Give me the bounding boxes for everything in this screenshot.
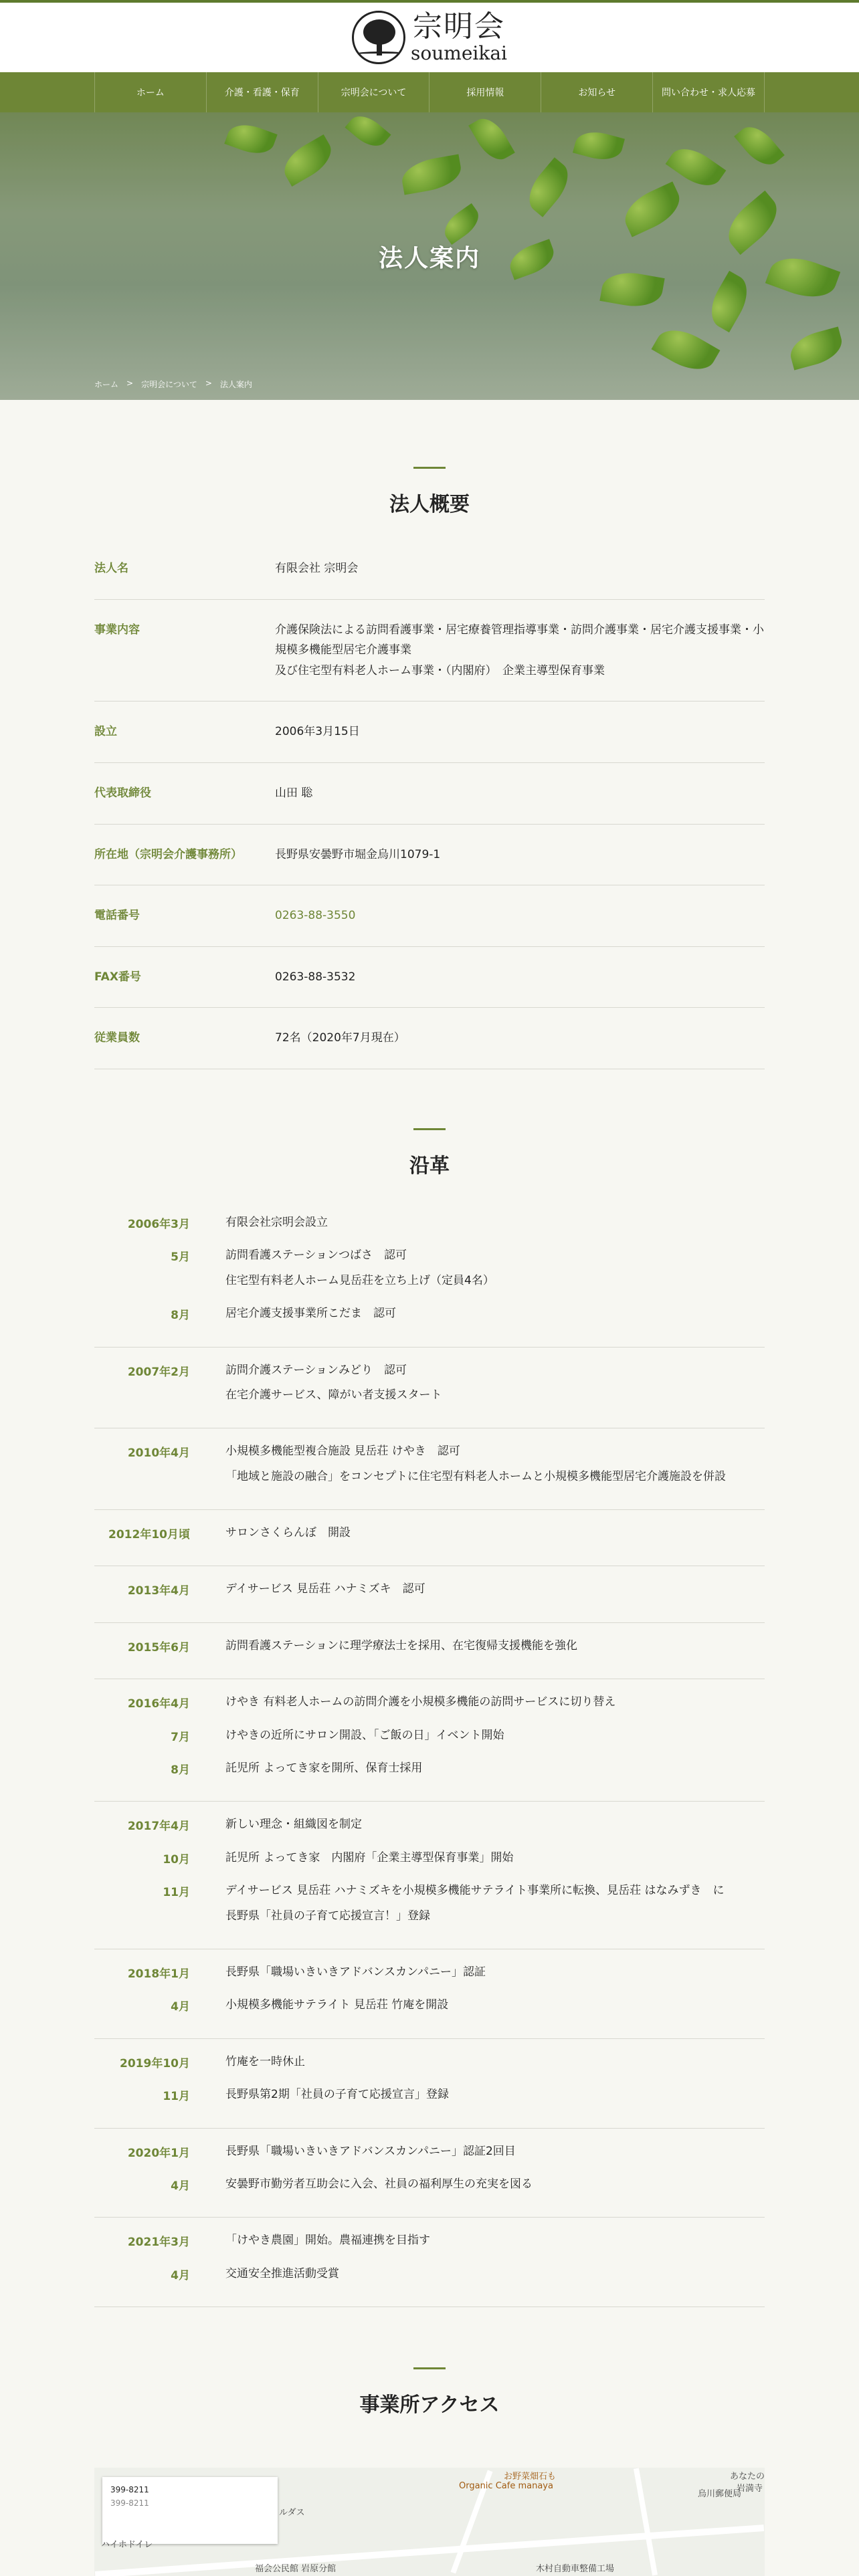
history-text: けやきの近所にサロン開設、「ご飯の日」イベント開始 [225, 1728, 504, 1742]
table-row: FAX番号 0263-88-3532 [94, 947, 765, 1008]
history-date: 2007年2月 [127, 1365, 190, 1379]
phone-link[interactable]: 0263-88-3550 [275, 909, 356, 923]
history-date: 2018年1月 [127, 1967, 190, 1981]
history-date: 8月 [171, 1309, 190, 1323]
history-date: 2020年1月 [127, 2146, 190, 2160]
history-item [94, 2176, 765, 2197]
history-date: 7月 [171, 1730, 190, 1744]
hero-banner [0, 112, 859, 400]
history-date: 2012年10月頃 [108, 1528, 190, 1542]
table-row: 電話番号 0263-88-3550 [94, 885, 765, 947]
history-item [94, 1964, 765, 1985]
history-date: 4月 [171, 2179, 190, 2193]
section-accent-line [413, 2367, 446, 2369]
history-item [94, 1247, 765, 1293]
history-list [94, 1200, 765, 2307]
history-text: デイサービス 見岳荘 ハナミズキを小規模多機能サテライト事業所に転換、見岳荘 はなみずき に 長野県「社員の子育て応援宣言！」登録 [225, 1884, 725, 1923]
history-date: 2019年10月 [120, 2056, 190, 2070]
history-text: 居宅介護支援事業所こだま 認可 [225, 1307, 396, 1321]
history-date: 2017年4月 [127, 1820, 190, 1834]
breadcrumb [94, 379, 252, 390]
history-text: 託児所 よってき家 内閣府「企業主導型保育事業」開始 [225, 1850, 514, 1864]
logo-name-ja: 宗明会 [412, 9, 505, 43]
history-text: 新しい理念・組織図を制定 [225, 1818, 362, 1832]
history-text: 竹庵を一時休止 [225, 2054, 305, 2068]
history-item [94, 1638, 765, 1658]
history-item [94, 1362, 765, 1408]
table-row: 事業内容 介護保険法による訪問看護事業・居宅療養管理指導事業・訪問介護事業・居宅介護支援事業・小規模多機能型居宅介護事業 及び住宅型有料老人ホーム事業・（内閣府） 企業主導型保育事業 [94, 600, 765, 702]
history-item [94, 1997, 765, 2018]
history-item [94, 1727, 765, 1748]
history-item [94, 1214, 765, 1235]
nav-news[interactable]: お知らせ [541, 72, 653, 112]
overview-section [94, 467, 765, 1069]
history-item [94, 2054, 765, 2074]
history-item [94, 1581, 765, 1602]
history-group [94, 1679, 765, 1802]
history-date: 5月 [171, 1251, 190, 1265]
map-info-card[interactable]: 399-8211 399-8211 [102, 2477, 278, 2544]
history-text: 有限会社宗明会設立 [225, 1215, 328, 1229]
history-text: 訪問看護ステーションつばさ 認可 住宅型有料老人ホーム見岳荘を立ち上げ（定員4名） [225, 1249, 494, 1287]
history-text: 交通安全推進活動受賞 [225, 2266, 339, 2280]
history-item [94, 2232, 765, 2253]
nav-recruit[interactable]: 採用情報 [430, 72, 541, 112]
history-text: 訪問看護ステーションに理学療法士を採用、在宅復帰支援機能を強化 [225, 1638, 577, 1652]
history-text: 小規模多機能型複合施設 見岳荘 けやき 認可 「地域と施設の融合」をコンセプトに住宅型有料老人ホームと小規模多機能型居宅介護施設を併設 [225, 1444, 726, 1483]
nav-care[interactable]: 介護・看護・保育 [207, 72, 318, 112]
history-text: 長野県「職場いきいきアドバンスカンパニー」認証2回目 [225, 2144, 516, 2158]
history-section [94, 1128, 765, 2307]
history-group [94, 1566, 765, 1622]
table-row: 法人名 有限会社 宗明会 [94, 538, 765, 600]
table-row: 代表取締役 山田 聡 [94, 763, 765, 825]
history-group [94, 1428, 765, 1510]
table-row: 所在地（宗明会介護事務所） 長野県安曇野市堀金烏川1079-1 [94, 825, 765, 886]
history-date: 2016年4月 [127, 1697, 190, 1711]
overview-title: 法人概要 [389, 493, 470, 516]
section-accent-line [413, 1128, 446, 1130]
history-item [94, 2086, 765, 2107]
history-text: 長野県「職場いきいきアドバンスカンパニー」認証 [225, 1965, 486, 1979]
history-item [94, 1525, 765, 1545]
history-title: 沿革 [409, 1154, 450, 1178]
breadcrumb-separator: > [205, 379, 212, 388]
history-item [94, 1850, 765, 1870]
table-row: 従業員数 72名（2020年7月現在） [94, 1008, 765, 1069]
table-row: 設立 2006年3月15日 [94, 702, 765, 763]
history-group [94, 1348, 765, 1429]
history-item [94, 1305, 765, 1326]
history-text: サロンさくらんぼ 開設 [225, 1526, 351, 1540]
history-group [94, 1623, 765, 1679]
history-item [94, 1816, 765, 1837]
history-item [94, 1760, 765, 1781]
nav-home[interactable]: ホーム [95, 72, 207, 112]
page-title: 法人案内 [378, 245, 480, 272]
history-item [94, 2266, 765, 2286]
history-date: 2010年4月 [127, 1446, 190, 1461]
history-text: 小規模多機能サテライト 見岳荘 竹庵を開設 [225, 1998, 449, 2012]
history-text: 長野県第2期「社員の子育て応援宣言」登録 [225, 2088, 449, 2102]
breadcrumb-about[interactable]: 宗明会について [141, 380, 197, 389]
site-header [0, 3, 859, 72]
overview-table [94, 538, 765, 1069]
history-group [94, 2129, 765, 2218]
breadcrumb-home[interactable]: ホーム [94, 380, 119, 389]
logo-name-en: soumeikai [411, 42, 507, 64]
history-text: 安曇野市勤労者互助会に入会、社員の福利厚生の充実を図る [225, 2177, 533, 2191]
history-date: 11月 [163, 1886, 190, 1900]
history-date: 2006年3月 [127, 1217, 190, 1231]
history-text: 託児所 よってき家を開所、保育士採用 [225, 1761, 423, 1776]
history-date: 2021年3月 [127, 2236, 190, 2250]
history-group [94, 1802, 765, 1949]
history-group [94, 2039, 765, 2129]
history-group [94, 1949, 765, 2039]
history-date: 2013年4月 [127, 1584, 190, 1598]
nav-about[interactable]: 宗明会について [318, 72, 430, 112]
history-date: 11月 [163, 2090, 190, 2104]
site-logo[interactable] [352, 11, 507, 64]
breadcrumb-current: 法人案内 [219, 380, 252, 389]
history-date: 4月 [171, 2000, 190, 2014]
history-date: 2015年6月 [127, 1640, 190, 1654]
section-accent-line [413, 467, 446, 469]
history-text: 「けやき農園」開始。農福連携を目指す [225, 2234, 430, 2248]
access-section [94, 2367, 765, 2418]
history-group [94, 1200, 765, 1348]
history-group [94, 2218, 765, 2307]
history-date: 4月 [171, 2268, 190, 2282]
history-text: けやき 有料老人ホームの訪問介護を小規模多機能の訪問サービスに切り替え [225, 1695, 616, 1709]
history-item [94, 2143, 765, 2164]
history-text: デイサービス 見岳荘 ハナミズキ 認可 [225, 1582, 425, 1596]
breadcrumb-separator: > [126, 379, 134, 388]
history-date: 8月 [171, 1763, 190, 1778]
embedded-map[interactable]: 399-8211 399-8211 お野菜畑石も Organic Cafe manaya あなたの 烏川郵便局 岩満寺 ハイホドイレ ルダス 福会公民館 岩原分館 木村自動車整備工場 [94, 2468, 765, 2576]
access-title: 事業所アクセス [359, 2393, 500, 2417]
history-item [94, 1443, 765, 1489]
history-text: 訪問介護ステーションみどり 認可 在宅介護サービス、障がい者支援スタート [225, 1363, 442, 1402]
history-date: 10月 [163, 1852, 190, 1866]
nav-contact[interactable]: 問い合わせ・求人応募 [653, 72, 765, 112]
history-item [94, 1883, 765, 1929]
tree-logo-icon [352, 11, 405, 64]
main-nav [0, 72, 859, 112]
history-item [94, 1694, 765, 1715]
history-group [94, 1510, 765, 1566]
